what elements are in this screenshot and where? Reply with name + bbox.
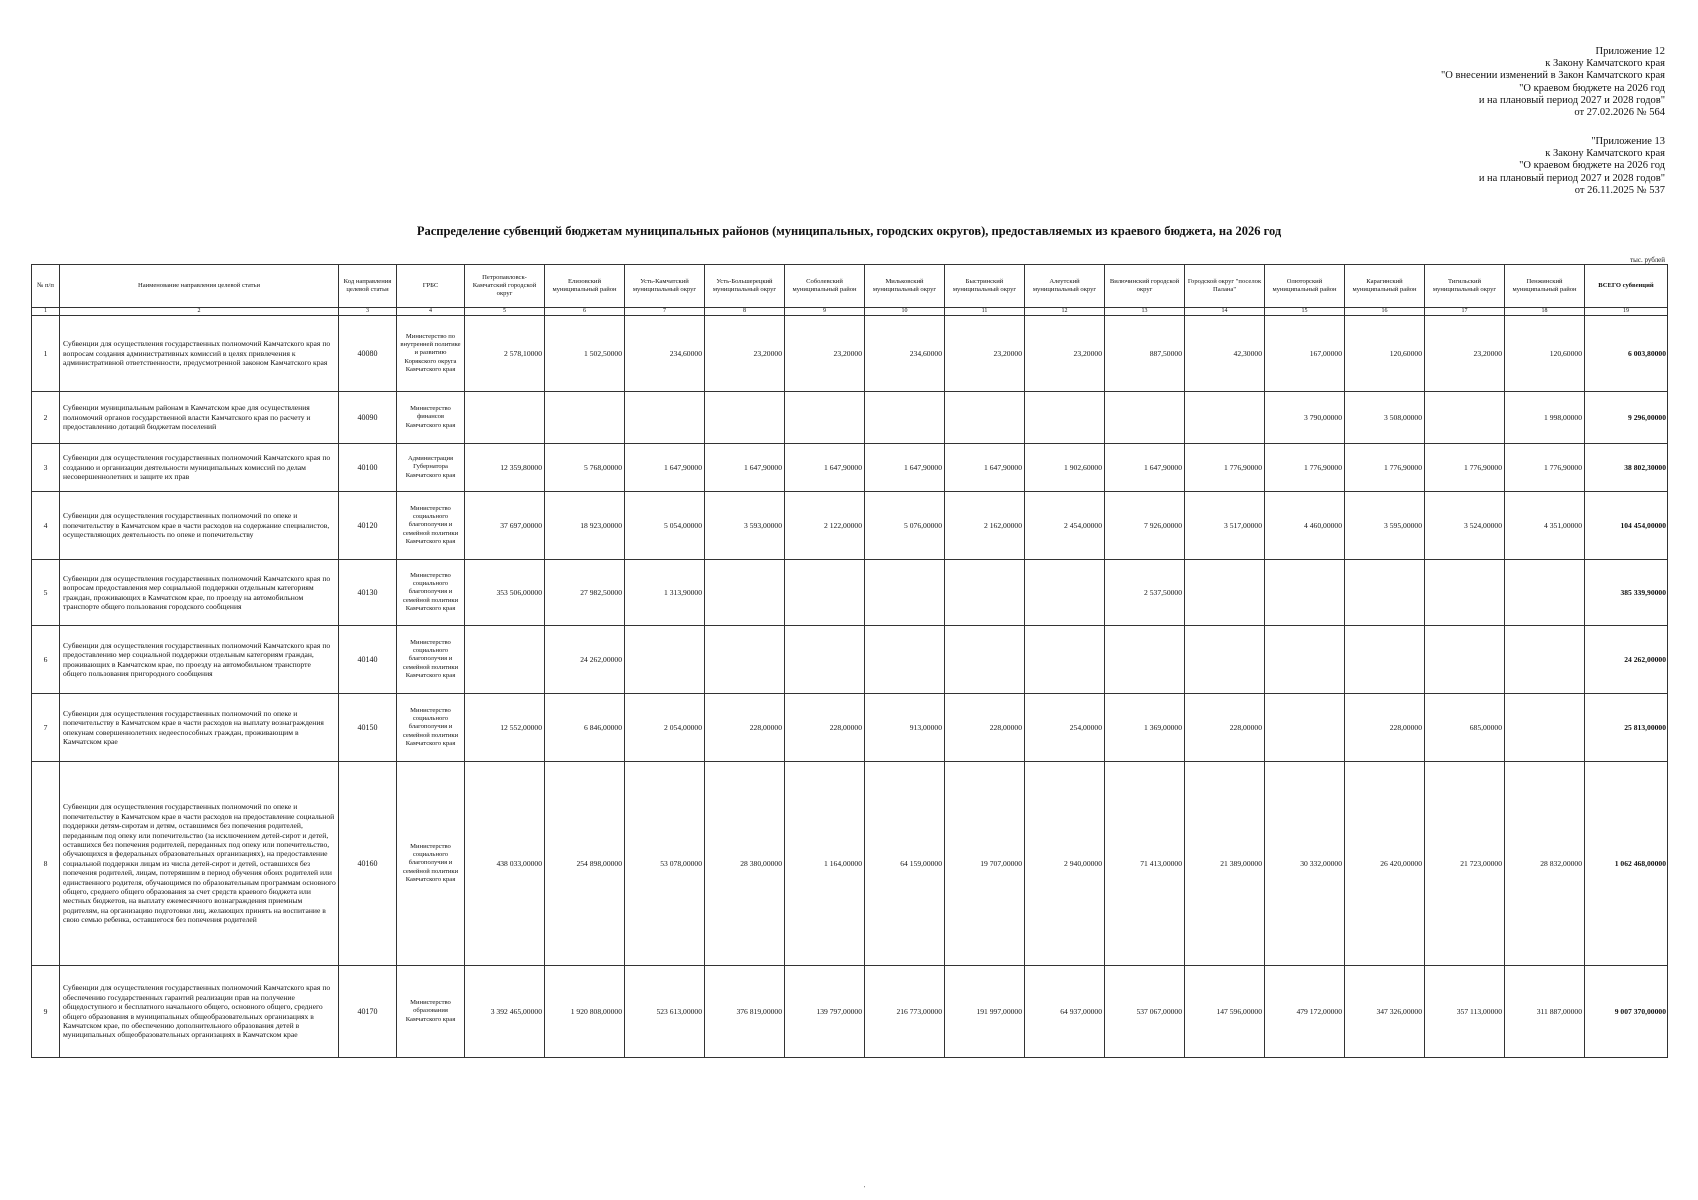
municipality-value bbox=[785, 560, 865, 626]
grbs-name: Министерство социального благополучия и семейной политики Камчатского края bbox=[397, 694, 465, 762]
target-article-code: 40140 bbox=[339, 626, 397, 694]
column-header: Тигильский муниципальный округ bbox=[1425, 265, 1505, 308]
municipality-value: 228,00000 bbox=[945, 694, 1025, 762]
table-row bbox=[32, 316, 1668, 392]
municipality-value bbox=[1105, 626, 1185, 694]
column-number: 19 bbox=[1585, 308, 1668, 316]
appendix-line: "Приложение 13 bbox=[1591, 136, 1665, 147]
municipality-value: 228,00000 bbox=[1345, 694, 1425, 762]
municipality-value: 64 159,00000 bbox=[865, 762, 945, 966]
municipality-value bbox=[945, 626, 1025, 694]
municipality-value bbox=[785, 392, 865, 444]
row-number: 9 bbox=[32, 966, 60, 1058]
municipality-value: 254 898,00000 bbox=[545, 762, 625, 966]
target-article-name: Субвенции для осуществления государственных полномочий Камчатского края по вопросам создания административных комиссий в целях привлечения к административной ответственности, предусмотренной законом Камчатского края bbox=[60, 316, 339, 392]
appendix-12-header bbox=[1441, 46, 1665, 119]
municipality-value: 147 596,00000 bbox=[1185, 966, 1265, 1058]
municipality-value bbox=[945, 560, 1025, 626]
municipality-value: 12 552,00000 bbox=[465, 694, 545, 762]
subventions-table bbox=[31, 264, 1668, 1058]
row-number: 2 bbox=[32, 392, 60, 444]
municipality-value bbox=[625, 392, 705, 444]
target-article-name: Субвенции для осуществления государственных полномочий по опеке и попечительству в Камчатском крае в части расходов на предоставление социальной поддержки детям-сиротам и детям, оставшимся без попечения родителей, переданным под опеку или попечительство (за исключением детей-сирот и детей, оставшихся без попечения родителей, переданных под опеку или попечительство, обучающихся в федеральных образовательных организациях), на предоставление социальной поддержки лицам из числа детей-сирот и детей, оставшихся без попечения родителей, лицам, потерявшим в период обучения обоих родителей или единственного родителя, обучающимся по образовательным программам основного общего, среднего общего образования за счет средств краевого бюджета или местных бюджетов, на выплату ежемесячного вознаграждения приемным родителям, на организацию подготовки лиц, желающих принять на воспитание в свою семью ребенка, оставшегося без попечения родителей bbox=[60, 762, 339, 966]
municipality-value bbox=[1505, 560, 1585, 626]
municipality-value: 5 768,00000 bbox=[545, 444, 625, 492]
row-number: 1 bbox=[32, 316, 60, 392]
municipality-value: 1 647,90000 bbox=[1105, 444, 1185, 492]
column-header: Код направления целевой статьи bbox=[339, 265, 397, 308]
municipality-value bbox=[1425, 392, 1505, 444]
municipality-value bbox=[1505, 694, 1585, 762]
municipality-value: 7 926,00000 bbox=[1105, 492, 1185, 560]
municipality-value: 139 797,00000 bbox=[785, 966, 865, 1058]
total-value: 38 802,30000 bbox=[1585, 444, 1668, 492]
municipality-value: 1 920 808,00000 bbox=[545, 966, 625, 1058]
municipality-value: 191 997,00000 bbox=[945, 966, 1025, 1058]
column-number: 16 bbox=[1345, 308, 1425, 316]
header-row bbox=[32, 265, 1668, 308]
grbs-name: Министерство финансов Камчатского края bbox=[397, 392, 465, 444]
municipality-value bbox=[1185, 560, 1265, 626]
municipality-value: 228,00000 bbox=[1185, 694, 1265, 762]
target-article-code: 40130 bbox=[339, 560, 397, 626]
municipality-value: 228,00000 bbox=[705, 694, 785, 762]
municipality-value bbox=[545, 392, 625, 444]
municipality-value: 1 164,00000 bbox=[785, 762, 865, 966]
municipality-value: 23,20000 bbox=[1425, 316, 1505, 392]
column-number: 3 bbox=[339, 308, 397, 316]
grbs-name: Министерство образования Камчатского края bbox=[397, 966, 465, 1058]
municipality-value: 12 359,80000 bbox=[465, 444, 545, 492]
appendix-line: Приложение 12 bbox=[1595, 46, 1665, 57]
municipality-value: 347 326,00000 bbox=[1345, 966, 1425, 1058]
municipality-value bbox=[625, 626, 705, 694]
table-row bbox=[32, 626, 1668, 694]
column-number: 2 bbox=[60, 308, 339, 316]
municipality-value bbox=[1265, 694, 1345, 762]
municipality-value: 2 537,50000 bbox=[1105, 560, 1185, 626]
column-header: Городской округ "поселок Палана" bbox=[1185, 265, 1265, 308]
target-article-name: Субвенции для осуществления государственных полномочий Камчатского края по предоставлению мер социальной поддержки отдельным категориям граждан, проживающих в Камчатском крае, по проезду на автомобильном транспорте общего пользования пригородного сообщения bbox=[60, 626, 339, 694]
municipality-value: 4 460,00000 bbox=[1265, 492, 1345, 560]
row-number: 4 bbox=[32, 492, 60, 560]
grbs-name: Министерство социального благополучия и семейной политики Камчатского края bbox=[397, 762, 465, 966]
table-row bbox=[32, 694, 1668, 762]
column-number: 1 bbox=[32, 308, 60, 316]
municipality-value: 1 369,00000 bbox=[1105, 694, 1185, 762]
municipality-value: 1 776,90000 bbox=[1505, 444, 1585, 492]
appendix-line: "О внесении изменений в Закон Камчатского края bbox=[1441, 70, 1665, 82]
municipality-value bbox=[705, 560, 785, 626]
table-row bbox=[32, 966, 1668, 1058]
column-number: 8 bbox=[705, 308, 785, 316]
municipality-value: 21 723,00000 bbox=[1425, 762, 1505, 966]
page-mark: ' bbox=[864, 1186, 866, 1192]
municipality-value: 913,00000 bbox=[865, 694, 945, 762]
column-number: 7 bbox=[625, 308, 705, 316]
appendix-line: к Закону Камчатского края bbox=[1545, 58, 1665, 70]
municipality-value: 26 420,00000 bbox=[1345, 762, 1425, 966]
municipality-value: 887,50000 bbox=[1105, 316, 1185, 392]
column-header: Наименование направления целевой статьи bbox=[60, 265, 339, 308]
column-header: Алеутский муниципальный округ bbox=[1025, 265, 1105, 308]
column-number: 9 bbox=[785, 308, 865, 316]
municipality-value: 23,20000 bbox=[945, 316, 1025, 392]
municipality-value: 1 647,90000 bbox=[785, 444, 865, 492]
municipality-value: 30 332,00000 bbox=[1265, 762, 1345, 966]
municipality-value: 537 067,00000 bbox=[1105, 966, 1185, 1058]
target-article-code: 40090 bbox=[339, 392, 397, 444]
row-number: 6 bbox=[32, 626, 60, 694]
municipality-value: 376 819,00000 bbox=[705, 966, 785, 1058]
total-value: 25 813,00000 bbox=[1585, 694, 1668, 762]
target-article-code: 40160 bbox=[339, 762, 397, 966]
target-article-code: 40170 bbox=[339, 966, 397, 1058]
document-title: Распределение субвенций бюджетам муниципальных районов (муниципальных, городских округов), предоставляемых из краевого бюджета, на 2026 год bbox=[416, 224, 1282, 238]
municipality-value: 523 613,00000 bbox=[625, 966, 705, 1058]
appendix-line: и на плановый период 2027 и 2028 годов" bbox=[1478, 94, 1665, 106]
municipality-value: 1 776,90000 bbox=[1345, 444, 1425, 492]
appendix-line: от 26.11.2025 № 537 bbox=[1574, 184, 1665, 196]
municipality-value: 4 351,00000 bbox=[1505, 492, 1585, 560]
municipality-value: 3 595,00000 bbox=[1345, 492, 1425, 560]
table-row bbox=[32, 392, 1668, 444]
municipality-value: 1 776,90000 bbox=[1265, 444, 1345, 492]
column-number: 11 bbox=[945, 308, 1025, 316]
target-article-name: Субвенции для осуществления государственных полномочий Камчатского края по вопросам предоставления мер социальной поддержки отдельным категориям граждан, проживающих в Камчатском крае, по проезду на автомобильном транспорте общего пользования городского сообщения bbox=[60, 560, 339, 626]
municipality-value: 438 033,00000 bbox=[465, 762, 545, 966]
municipality-value: 1 998,00000 bbox=[1505, 392, 1585, 444]
municipality-value: 2 454,00000 bbox=[1025, 492, 1105, 560]
municipality-value: 1 647,90000 bbox=[625, 444, 705, 492]
column-header: Елизовский муниципальный район bbox=[545, 265, 625, 308]
grbs-name: Администрация Губернатора Камчатского края bbox=[397, 444, 465, 492]
municipality-value bbox=[1505, 626, 1585, 694]
municipality-value: 19 707,00000 bbox=[945, 762, 1025, 966]
municipality-value: 1 776,90000 bbox=[1185, 444, 1265, 492]
municipality-value bbox=[865, 560, 945, 626]
municipality-value: 3 517,00000 bbox=[1185, 492, 1265, 560]
municipality-value: 3 790,00000 bbox=[1265, 392, 1345, 444]
target-article-name: Субвенции для осуществления государственных полномочий Камчатского края по обеспечению государственных гарантий реализации прав на получение общедоступного и бесплатного начального общего, основного общего, среднего общего образования в муниципальных общеобразовательных организациях в Камчатском крае, по обеспечению дополнительного образования детей в муниципальных общеобразовательных организациях в Камчатском крае bbox=[60, 966, 339, 1058]
municipality-value: 311 887,00000 bbox=[1505, 966, 1585, 1058]
target-article-name: Субвенции для осуществления государственных полномочий по опеке и попечительству в Камчатском крае в части расходов на содержание специалистов, осуществляющих деятельность по опеке и попечительству bbox=[60, 492, 339, 560]
municipality-value: 216 773,00000 bbox=[865, 966, 945, 1058]
column-header: Мильковский муниципальный округ bbox=[865, 265, 945, 308]
municipality-value: 6 846,00000 bbox=[545, 694, 625, 762]
municipality-value bbox=[1345, 626, 1425, 694]
grbs-name: Министерство социального благополучия и семейной политики Камчатского края bbox=[397, 560, 465, 626]
total-value: 104 454,00000 bbox=[1585, 492, 1668, 560]
table-row bbox=[32, 492, 1668, 560]
municipality-value: 2 940,00000 bbox=[1025, 762, 1105, 966]
column-number: 13 bbox=[1105, 308, 1185, 316]
appendix-line: от 27.02.2026 № 564 bbox=[1574, 107, 1665, 119]
municipality-value: 3 508,00000 bbox=[1345, 392, 1425, 444]
target-article-code: 40080 bbox=[339, 316, 397, 392]
grbs-name: Министерство по внутренней политике и развитию Корякского округа Камчатского края bbox=[397, 316, 465, 392]
column-header: Вилючинский городской округ bbox=[1105, 265, 1185, 308]
total-value: 9 007 370,00000 bbox=[1585, 966, 1668, 1058]
column-number: 4 bbox=[397, 308, 465, 316]
table-row bbox=[32, 560, 1668, 626]
municipality-value: 254,00000 bbox=[1025, 694, 1105, 762]
column-number: 6 bbox=[545, 308, 625, 316]
grbs-name: Министерство социального благополучия и семейной политики Камчатского края bbox=[397, 492, 465, 560]
municipality-value bbox=[1025, 626, 1105, 694]
column-number: 10 bbox=[865, 308, 945, 316]
column-number: 14 bbox=[1185, 308, 1265, 316]
column-header: Олюторский муниципальный район bbox=[1265, 265, 1345, 308]
municipality-value bbox=[1265, 626, 1345, 694]
municipality-value bbox=[705, 626, 785, 694]
municipality-value: 1 647,90000 bbox=[865, 444, 945, 492]
target-article-code: 40100 bbox=[339, 444, 397, 492]
column-header: № п/п bbox=[32, 265, 60, 308]
row-number: 8 bbox=[32, 762, 60, 966]
column-number: 18 bbox=[1505, 308, 1585, 316]
row-number: 7 bbox=[32, 694, 60, 762]
municipality-value: 71 413,00000 bbox=[1105, 762, 1185, 966]
column-number: 17 bbox=[1425, 308, 1505, 316]
total-value: 6 003,80000 bbox=[1585, 316, 1668, 392]
municipality-value: 1 647,90000 bbox=[705, 444, 785, 492]
target-article-name: Субвенции для осуществления государственных полномочий Камчатского края по созданию и организации деятельности муниципальных комиссий по делам несовершеннолетних и защите их прав bbox=[60, 444, 339, 492]
column-number: 12 bbox=[1025, 308, 1105, 316]
row-number: 3 bbox=[32, 444, 60, 492]
column-header: ГРБС bbox=[397, 265, 465, 308]
column-header: Карагинский муниципальный район bbox=[1345, 265, 1425, 308]
municipality-value: 2 122,00000 bbox=[785, 492, 865, 560]
municipality-value bbox=[1105, 392, 1185, 444]
table-body bbox=[32, 316, 1668, 1058]
municipality-value: 234,60000 bbox=[625, 316, 705, 392]
municipality-value: 23,20000 bbox=[1025, 316, 1105, 392]
target-article-name: Субвенции муниципальным районам в Камчатском крае для осуществления полномочий органов государственной власти Камчатского края по расчету и предоставлению дотаций бюджетам поселений bbox=[60, 392, 339, 444]
table-row bbox=[32, 444, 1668, 492]
municipality-value bbox=[865, 392, 945, 444]
municipality-value bbox=[1185, 392, 1265, 444]
municipality-value: 120,60000 bbox=[1345, 316, 1425, 392]
municipality-value: 42,30000 bbox=[1185, 316, 1265, 392]
appendix-line: к Закону Камчатского края bbox=[1545, 148, 1665, 160]
municipality-value: 1 902,60000 bbox=[1025, 444, 1105, 492]
municipality-value: 18 923,00000 bbox=[545, 492, 625, 560]
municipality-value: 3 524,00000 bbox=[1425, 492, 1505, 560]
municipality-value: 3 392 465,00000 bbox=[465, 966, 545, 1058]
municipality-value: 1 313,90000 bbox=[625, 560, 705, 626]
appendix-13-header bbox=[1479, 136, 1665, 197]
municipality-value: 2 578,10000 bbox=[465, 316, 545, 392]
municipality-value: 234,60000 bbox=[865, 316, 945, 392]
target-article-name: Субвенции для осуществления государственных полномочий по опеке и попечительству в Камчатском крае в части расходов на выплату вознаграждения опекунам совершеннолетних недееспособных граждан, проживающим в Камчатском крае bbox=[60, 694, 339, 762]
municipality-value: 64 937,00000 bbox=[1025, 966, 1105, 1058]
municipality-value: 23,20000 bbox=[705, 316, 785, 392]
column-header: Петропавловск-Камчатский городской округ bbox=[465, 265, 545, 308]
municipality-value: 21 389,00000 bbox=[1185, 762, 1265, 966]
appendix-line: "О краевом бюджете на 2026 год bbox=[1519, 160, 1665, 172]
municipality-value bbox=[1425, 560, 1505, 626]
grbs-name: Министерство социального благополучия и семейной политики Камчатского края bbox=[397, 626, 465, 694]
municipality-value: 353 506,00000 bbox=[465, 560, 545, 626]
municipality-value bbox=[465, 626, 545, 694]
municipality-value bbox=[1025, 560, 1105, 626]
municipality-value bbox=[1265, 560, 1345, 626]
municipality-value: 5 054,00000 bbox=[625, 492, 705, 560]
municipality-value: 479 172,00000 bbox=[1265, 966, 1345, 1058]
total-value: 24 262,00000 bbox=[1585, 626, 1668, 694]
municipality-value: 23,20000 bbox=[785, 316, 865, 392]
row-number: 5 bbox=[32, 560, 60, 626]
municipality-value bbox=[1425, 626, 1505, 694]
column-header: ВСЕГО субвенций bbox=[1585, 265, 1668, 308]
municipality-value: 28 832,00000 bbox=[1505, 762, 1585, 966]
municipality-value: 2 054,00000 bbox=[625, 694, 705, 762]
municipality-value: 167,00000 bbox=[1265, 316, 1345, 392]
municipality-value: 357 113,00000 bbox=[1425, 966, 1505, 1058]
appendix-line: "О краевом бюджете на 2026 год bbox=[1519, 82, 1665, 94]
table-row bbox=[32, 762, 1668, 966]
column-header: Быстринский муниципальный округ bbox=[945, 265, 1025, 308]
municipality-value bbox=[945, 392, 1025, 444]
municipality-value: 5 076,00000 bbox=[865, 492, 945, 560]
appendix-line: и на плановый период 2027 и 2028 годов" bbox=[1478, 172, 1665, 184]
municipality-value: 24 262,00000 bbox=[545, 626, 625, 694]
municipality-value bbox=[785, 626, 865, 694]
total-value: 1 062 468,00000 bbox=[1585, 762, 1668, 966]
column-number: 5 bbox=[465, 308, 545, 316]
municipality-value bbox=[1345, 560, 1425, 626]
column-header: Пенжинский муниципальный район bbox=[1505, 265, 1585, 308]
municipality-value: 53 078,00000 bbox=[625, 762, 705, 966]
column-number-row bbox=[32, 308, 1668, 316]
municipality-value: 1 502,50000 bbox=[545, 316, 625, 392]
column-header: Соболевский муниципальный район bbox=[785, 265, 865, 308]
municipality-value: 1 647,90000 bbox=[945, 444, 1025, 492]
total-value: 385 339,90000 bbox=[1585, 560, 1668, 626]
municipality-value: 37 697,00000 bbox=[465, 492, 545, 560]
municipality-value: 685,00000 bbox=[1425, 694, 1505, 762]
municipality-value bbox=[1185, 626, 1265, 694]
municipality-value: 2 162,00000 bbox=[945, 492, 1025, 560]
municipality-value: 28 380,00000 bbox=[705, 762, 785, 966]
column-number: 15 bbox=[1265, 308, 1345, 316]
municipality-value: 27 982,50000 bbox=[545, 560, 625, 626]
target-article-code: 40150 bbox=[339, 694, 397, 762]
column-header: Усть-Камчатский муниципальный округ bbox=[625, 265, 705, 308]
total-value: 9 296,00000 bbox=[1585, 392, 1668, 444]
municipality-value bbox=[465, 392, 545, 444]
municipality-value: 1 776,90000 bbox=[1425, 444, 1505, 492]
municipality-value: 120,60000 bbox=[1505, 316, 1585, 392]
target-article-code: 40120 bbox=[339, 492, 397, 560]
municipality-value: 228,00000 bbox=[785, 694, 865, 762]
municipality-value bbox=[865, 626, 945, 694]
column-header: Усть-Большерецкий муниципальный округ bbox=[705, 265, 785, 308]
municipality-value: 3 593,00000 bbox=[705, 492, 785, 560]
municipality-value bbox=[1025, 392, 1105, 444]
unit-note: тыс. рублей bbox=[1630, 256, 1665, 264]
municipality-value bbox=[705, 392, 785, 444]
